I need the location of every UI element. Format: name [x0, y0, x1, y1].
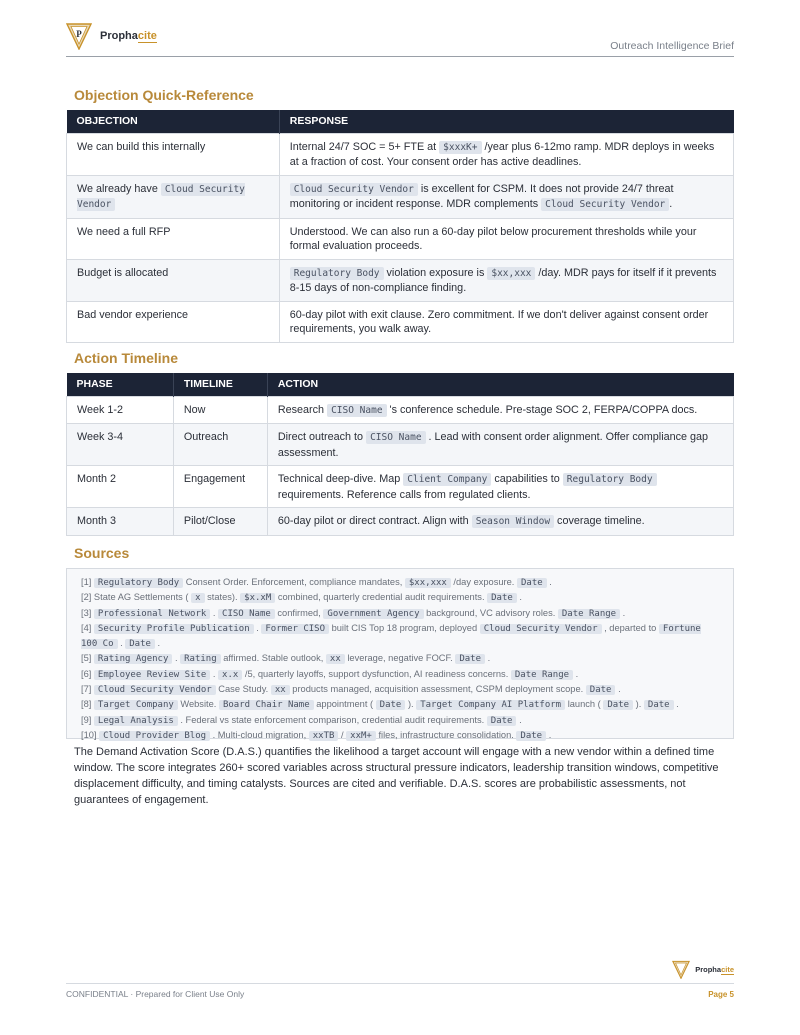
text-run: 's conference schedule. Pre-stage SOC 2, FERPA/COPPA docs.: [386, 403, 698, 416]
text-run: /: [338, 729, 347, 740]
placeholder-token: x: [191, 593, 204, 603]
phase-cell: Month 3: [67, 508, 174, 536]
text-run: .: [546, 577, 552, 587]
text-run: affirmed. Stable outlook,: [220, 653, 326, 664]
source-item: [81, 590, 719, 605]
placeholder-token: Board Chair Name: [219, 700, 314, 710]
source-item: [81, 713, 719, 728]
column-header-response: RESPONSE: [279, 110, 733, 133]
text-run: built CIS Top 18 program, deployed: [329, 622, 480, 633]
sources-list: [66, 568, 734, 739]
placeholder-token: Former CISO: [261, 624, 329, 634]
text-run: /5, quarterly layoffs, support dysfunction, AI readiness concerns.: [242, 668, 511, 679]
source-item: [81, 606, 719, 621]
placeholder-token: Government Agency: [323, 609, 423, 619]
text-run: capabilities to: [491, 473, 563, 485]
placeholder-token: Client Company: [403, 473, 491, 486]
objection-table: [66, 110, 734, 343]
text-run: /year plus 6-12mo ramp. MDR deploys in weeks at a fraction of cost. Your consent order has active deadlines.: [289, 140, 715, 168]
text-run: 60-day pilot or direct contract. Align with: [277, 515, 472, 527]
text-run: leverage, negative FOCF.: [344, 653, 456, 664]
objection-section-title: Objection Quick-Reference: [74, 87, 254, 103]
text-run: .: [516, 714, 522, 725]
page-header: [66, 20, 734, 57]
timeline-table-header: [67, 373, 734, 396]
text-run: confirmed,: [274, 607, 324, 618]
text-run: [3]: [81, 607, 94, 618]
placeholder-token: Date: [455, 654, 485, 664]
placeholder-token: Date: [516, 731, 546, 741]
phase-cell: Week 1-2: [67, 396, 174, 424]
placeholder-token: Cloud Security Vendor: [77, 183, 245, 210]
text-run: ).: [405, 699, 417, 710]
action-cell: [267, 424, 733, 466]
placeholder-token: Date: [517, 578, 547, 588]
footer-logo-wordmark: Prophacite: [695, 965, 734, 974]
placeholder-token: xx: [326, 654, 345, 664]
placeholder-token: Cloud Security Vendor: [94, 685, 216, 695]
objection-cell: [67, 259, 280, 301]
table-row: [67, 259, 734, 301]
source-item: [81, 621, 719, 652]
placeholder-token: Date: [376, 700, 406, 710]
phase-cell: Week 3-4: [67, 424, 174, 466]
text-run: Consent Order. Enforcement, compliance mandates,: [183, 577, 405, 587]
placeholder-token: $x.xM: [240, 593, 275, 603]
placeholder-token: Security Profile Publication: [94, 624, 254, 634]
text-run: [1]: [81, 577, 94, 587]
text-run: We can build this internally: [77, 140, 206, 153]
text-run: .: [546, 729, 552, 740]
placeholder-token: Regulatory Body: [94, 578, 183, 588]
column-header-objection: OBJECTION: [67, 110, 280, 133]
timeline-section-title: Action Timeline: [74, 350, 178, 366]
column-header-action: ACTION: [267, 373, 733, 396]
placeholder-token: CISO Name: [366, 431, 425, 444]
document-title: Outreach Intelligence Brief: [610, 40, 734, 52]
text-run: states).: [204, 592, 241, 603]
placeholder-token: Rating: [180, 654, 221, 664]
page-number: Page 5: [708, 990, 734, 999]
shield-logo-icon: [672, 960, 690, 979]
text-run: Internal 24/7 SOC = 5+ FTE at: [289, 140, 440, 153]
table-row: [67, 508, 734, 536]
text-run: Case Study.: [215, 684, 271, 695]
table-row: [67, 466, 734, 508]
source-item: [81, 682, 719, 697]
placeholder-token: Cloud Security Vendor: [480, 624, 602, 634]
table-row: [67, 175, 734, 218]
column-header-timeline: TIMELINE: [173, 373, 267, 396]
footer-logo: [672, 960, 734, 979]
placeholder-token: Regulatory Body: [563, 473, 657, 486]
text-run: /day exposure.: [450, 577, 517, 587]
table-row: [67, 301, 734, 342]
placeholder-token: Date: [125, 639, 155, 649]
text-run: /day. MDR pays for itself if it prevents 8-15 days of non-compliance finding.: [289, 266, 717, 294]
text-run: Technical deep-dive. Map: [277, 473, 404, 485]
timeline-cell: Outreach: [173, 424, 267, 466]
placeholder-token: Cloud Security Vendor: [290, 183, 418, 196]
response-cell: [279, 218, 733, 259]
text-run: .: [669, 198, 673, 210]
text-run: is excellent for CSPM. It does not provide 24/7 threat monitoring or incident response. MDR complements: [289, 182, 674, 210]
text-run: ).: [633, 699, 644, 710]
action-cell: [267, 396, 733, 424]
text-run: [5]: [81, 653, 94, 664]
das-description: The Demand Activation Score (D.A.S.) quantifies the likelihood a target account will engage with a new vendor within a defined time window. The score integrates 260+ scored variables across structural pressure indicators, leadership transition windows, competitive displacement difficulty, and timing catalysts. Sources are cited and verifiable. D.A.S. scores are probabilistic assessments, not guarantees of engagement.: [74, 746, 719, 806]
placeholder-token: Date: [644, 700, 674, 710]
placeholder-token: Legal Analysis: [94, 716, 178, 726]
text-run: [9]: [81, 714, 94, 725]
timeline-cell: Engagement: [173, 466, 267, 508]
text-run: Understood. We can also run a 60-day pilot below procurement thresholds while your formal evaluation proceeds.: [289, 225, 697, 252]
text-run: violation exposure is: [383, 266, 488, 279]
objection-table-header: [67, 110, 734, 133]
confidential-notice: CONFIDENTIAL · Prepared for Client Use Only: [66, 989, 245, 999]
shield-logo-icon: [66, 22, 92, 50]
text-run: files, infrastructure consolidation.: [375, 729, 517, 740]
placeholder-token: Rating Agency: [94, 654, 172, 664]
text-run: . Federal vs state enforcement comparison, credential audit requirements.: [177, 714, 487, 725]
text-run: .: [673, 699, 679, 710]
timeline-table: [66, 373, 734, 536]
logo-wordmark: Prophacite: [100, 30, 157, 42]
footer-divider: [66, 983, 734, 984]
placeholder-token: x.x: [218, 670, 242, 680]
text-run: .: [620, 607, 626, 618]
placeholder-token: Employee Review Site: [94, 670, 210, 680]
placeholder-token: CISO Name: [218, 609, 275, 619]
table-row: [67, 396, 734, 424]
placeholder-token: Professional Network: [94, 609, 210, 619]
source-item: [81, 575, 719, 590]
sources-section-title: Sources: [74, 545, 130, 561]
text-run: Budget is allocated: [77, 266, 169, 279]
response-cell: [279, 301, 733, 342]
placeholder-token: Date: [603, 700, 633, 710]
text-run: launch (: [565, 699, 604, 710]
text-run: .: [485, 653, 491, 664]
text-run: 60-day pilot with exit clause. Zero commitment. If we don't deliver against consent order requirements, you walk away.: [289, 308, 709, 335]
text-run: .: [516, 592, 522, 603]
text-run: .: [154, 638, 161, 649]
text-run: .: [210, 607, 219, 618]
placeholder-token: $xx,xxx: [405, 578, 451, 588]
placeholder-token: xxM+: [346, 731, 376, 741]
placeholder-token: Cloud Security Vendor: [541, 198, 669, 211]
placeholder-token: Target Company AI Platform: [416, 700, 565, 710]
timeline-cell: Pilot/Close: [173, 508, 267, 536]
placeholder-token: Regulatory Body: [290, 267, 384, 280]
objection-cell: [67, 218, 280, 259]
timeline-cell: Now: [173, 396, 267, 424]
text-run: Research: [277, 403, 328, 416]
text-run: [8]: [81, 699, 94, 710]
placeholder-token: CISO Name: [327, 404, 386, 417]
source-item: [81, 697, 719, 712]
placeholder-token: $xx,xxx: [487, 267, 535, 280]
placeholder-token: Target Company: [94, 700, 178, 710]
text-run: [6]: [81, 668, 94, 679]
text-run: We already have: [77, 182, 161, 195]
text-run: .: [615, 684, 621, 695]
text-run: We need a full RFP: [77, 225, 171, 238]
text-run: .: [117, 638, 126, 649]
placeholder-token: $xxxK+: [439, 141, 481, 154]
column-header-phase: PHASE: [67, 373, 174, 396]
source-item: [81, 651, 719, 666]
prophacite-logo: [66, 22, 157, 50]
phase-cell: Month 2: [67, 466, 174, 508]
text-run: Website.: [177, 699, 219, 710]
response-cell: [279, 175, 733, 218]
text-run: appointment (: [313, 699, 376, 710]
text-run: requirements. Reference calls from regulated clients.: [277, 488, 531, 501]
text-run: [7]: [81, 684, 94, 695]
placeholder-token: xx: [271, 685, 290, 695]
text-run: Bad vendor experience: [77, 308, 189, 321]
placeholder-token: Date Range: [558, 609, 620, 619]
text-run: Direct outreach to: [277, 431, 367, 443]
objection-cell: [67, 301, 280, 342]
text-run: .: [573, 668, 579, 679]
action-cell: [267, 508, 733, 536]
text-run: .: [172, 653, 181, 664]
text-run: .: [253, 622, 262, 633]
placeholder-token: Date: [487, 593, 517, 603]
text-run: combined, quarterly credential audit requirements.: [275, 592, 488, 603]
text-run: . Lead with consent order alignment. Offer compliance gap assessment.: [277, 431, 709, 459]
placeholder-token: Date Range: [511, 670, 573, 680]
text-run: [10]: [81, 729, 100, 740]
text-run: [4]: [81, 622, 94, 633]
text-run: [2] State AG Settlements (: [81, 592, 192, 603]
text-run: background, VC advisory roles.: [423, 607, 558, 618]
text-run: , departed to: [601, 622, 659, 633]
text-run: . Multi-cloud migration,: [210, 729, 309, 740]
table-row: [67, 424, 734, 466]
objection-cell: [67, 133, 280, 175]
placeholder-token: Date: [487, 716, 517, 726]
placeholder-token: xxTB: [309, 731, 339, 741]
svg-text:P: P: [76, 29, 82, 39]
placeholder-token: Cloud Provider Blog: [99, 731, 210, 741]
text-run: products managed, acquisition assessment, CSPM deployment scope.: [289, 684, 586, 695]
response-cell: [279, 133, 733, 175]
response-cell: [279, 259, 733, 301]
action-cell: [267, 466, 733, 508]
table-row: [67, 218, 734, 259]
source-item: [81, 667, 719, 682]
table-row: [67, 133, 734, 175]
text-run: .: [210, 668, 219, 679]
placeholder-token: Fortune 100 Co: [81, 623, 701, 650]
placeholder-token: Date: [586, 685, 616, 695]
text-run: coverage timeline.: [554, 515, 645, 527]
objection-cell: [67, 175, 280, 218]
placeholder-token: Season Window: [472, 515, 554, 528]
source-item: [81, 728, 719, 743]
